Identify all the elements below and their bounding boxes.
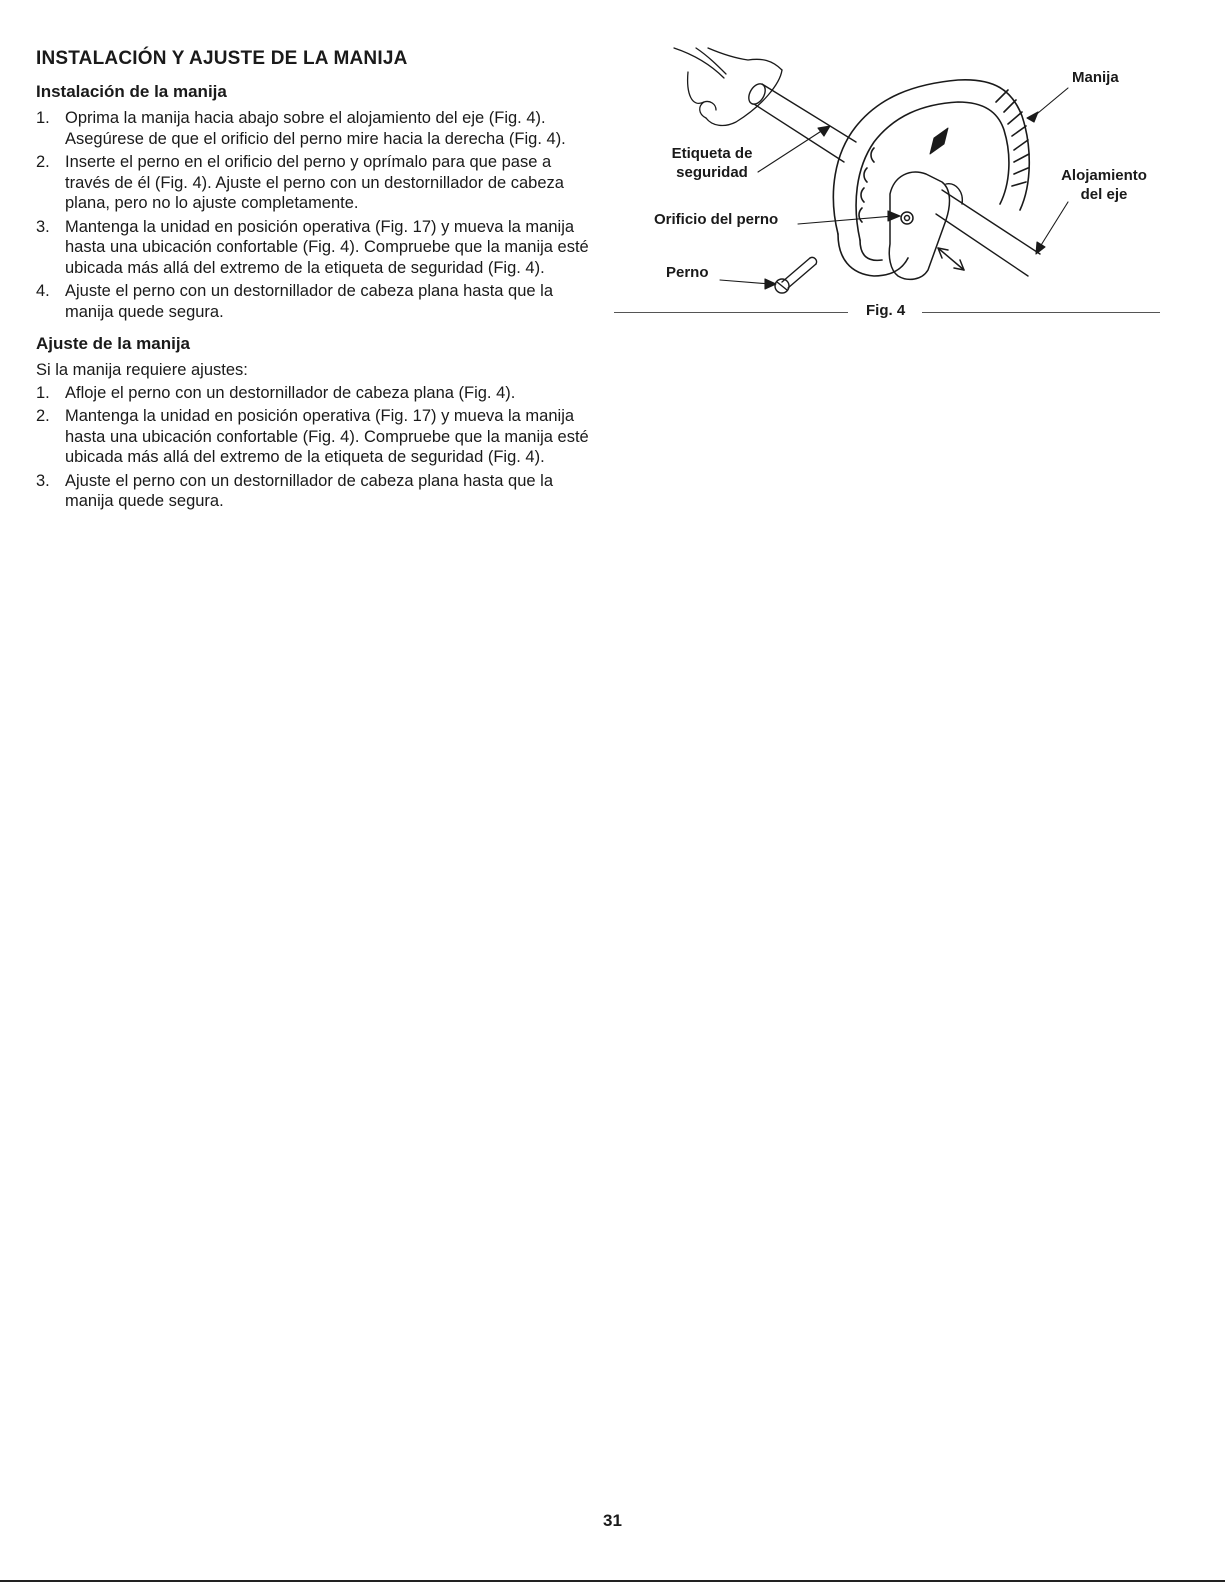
shaft-upper bbox=[745, 81, 856, 162]
label-manija: Manija bbox=[1072, 69, 1119, 86]
adjustment-intro: Si la manija requiere ajustes: bbox=[36, 361, 248, 379]
caption-rule-right bbox=[922, 312, 1160, 313]
installation-heading: Instalación de la manija bbox=[36, 82, 227, 101]
step-number: 1. bbox=[36, 109, 50, 127]
shaft-housing bbox=[889, 172, 949, 279]
handle-figure bbox=[612, 44, 1162, 334]
label-alojamiento-line2: del eje bbox=[1080, 186, 1128, 203]
adjust-arrow bbox=[938, 248, 964, 270]
label-perno: Perno bbox=[666, 264, 709, 281]
step-text: Oprima la manija hacia abajo sobre el alojamiento del eje (Fig. 4). Asegúrese de que el orificio del perno mire hacia la derecha (Fig. 4). bbox=[65, 109, 566, 148]
list-item bbox=[36, 152, 596, 214]
label-etiqueta bbox=[664, 144, 760, 182]
list-item bbox=[36, 406, 596, 468]
step-number: 3. bbox=[36, 217, 50, 236]
step-number: 1. bbox=[36, 383, 50, 402]
step-text: Mantenga la unidad en posición operativa (Fig. 17) y mueva la manija hasta una ubicación confortable (Fig. 4). Compruebe que la manija esté ubicada más allá del extremo de la etiqueta de seguridad (Fig. 4). bbox=[65, 217, 589, 277]
list-item bbox=[36, 108, 596, 149]
label-etiqueta-line2: seguridad bbox=[676, 164, 748, 181]
instructions-column bbox=[36, 48, 596, 515]
step-number: 3. bbox=[36, 471, 50, 490]
label-alojamiento-line1: Alojamiento bbox=[1061, 167, 1147, 184]
section-title: INSTALACIÓN Y AJUSTE DE LA MANIJA bbox=[36, 48, 408, 69]
page-number: 31 bbox=[603, 1511, 622, 1530]
list-item bbox=[36, 471, 596, 512]
label-alojamiento bbox=[1050, 166, 1158, 204]
figure-caption: Fig. 4 bbox=[866, 302, 906, 319]
list-item bbox=[36, 281, 596, 322]
step-text: Afloje el perno con un destornillador de cabeza plana (Fig. 4). bbox=[65, 383, 516, 402]
installation-steps bbox=[36, 108, 596, 322]
figure-caption-row bbox=[614, 300, 1160, 322]
decal-arrow bbox=[930, 128, 948, 154]
bottom-divider bbox=[0, 1580, 1225, 1582]
adjustment-steps bbox=[36, 383, 596, 512]
list-item bbox=[36, 383, 596, 404]
step-text: Ajuste el perno con un destornillador de cabeza plana hasta que la manija quede segura. bbox=[65, 471, 554, 510]
list-item bbox=[36, 217, 596, 279]
step-text: Ajuste el perno con un destornillador de cabeza plana hasta que la manija quede segura. bbox=[65, 282, 554, 321]
bolt bbox=[775, 257, 817, 293]
step-number: 4. bbox=[36, 282, 50, 300]
step-text: Mantenga la unidad en posición operativa (Fig. 17) y mueva la manija hasta una ubicación confortable (Fig. 4). Compruebe que la manija esté ubicada más allá del extremo de la etiqueta de seguridad (Fig. 4). bbox=[65, 407, 589, 466]
step-number: 2. bbox=[36, 407, 50, 425]
adjustment-heading: Ajuste de la manija bbox=[36, 334, 190, 353]
step-number: 2. bbox=[36, 153, 50, 171]
step-text: Inserte el perno en el orificio del perno y oprímalo para que pase a través de él (Fig. 4). Ajuste el perno con un destornillador de cabeza plana, pero no lo ajuste completamente. bbox=[65, 153, 564, 212]
label-etiqueta-line1: Etiqueta de bbox=[671, 145, 753, 162]
caption-rule-left bbox=[614, 312, 848, 313]
handle-loop bbox=[833, 80, 1029, 276]
label-orificio: Orificio del perno bbox=[654, 211, 779, 228]
